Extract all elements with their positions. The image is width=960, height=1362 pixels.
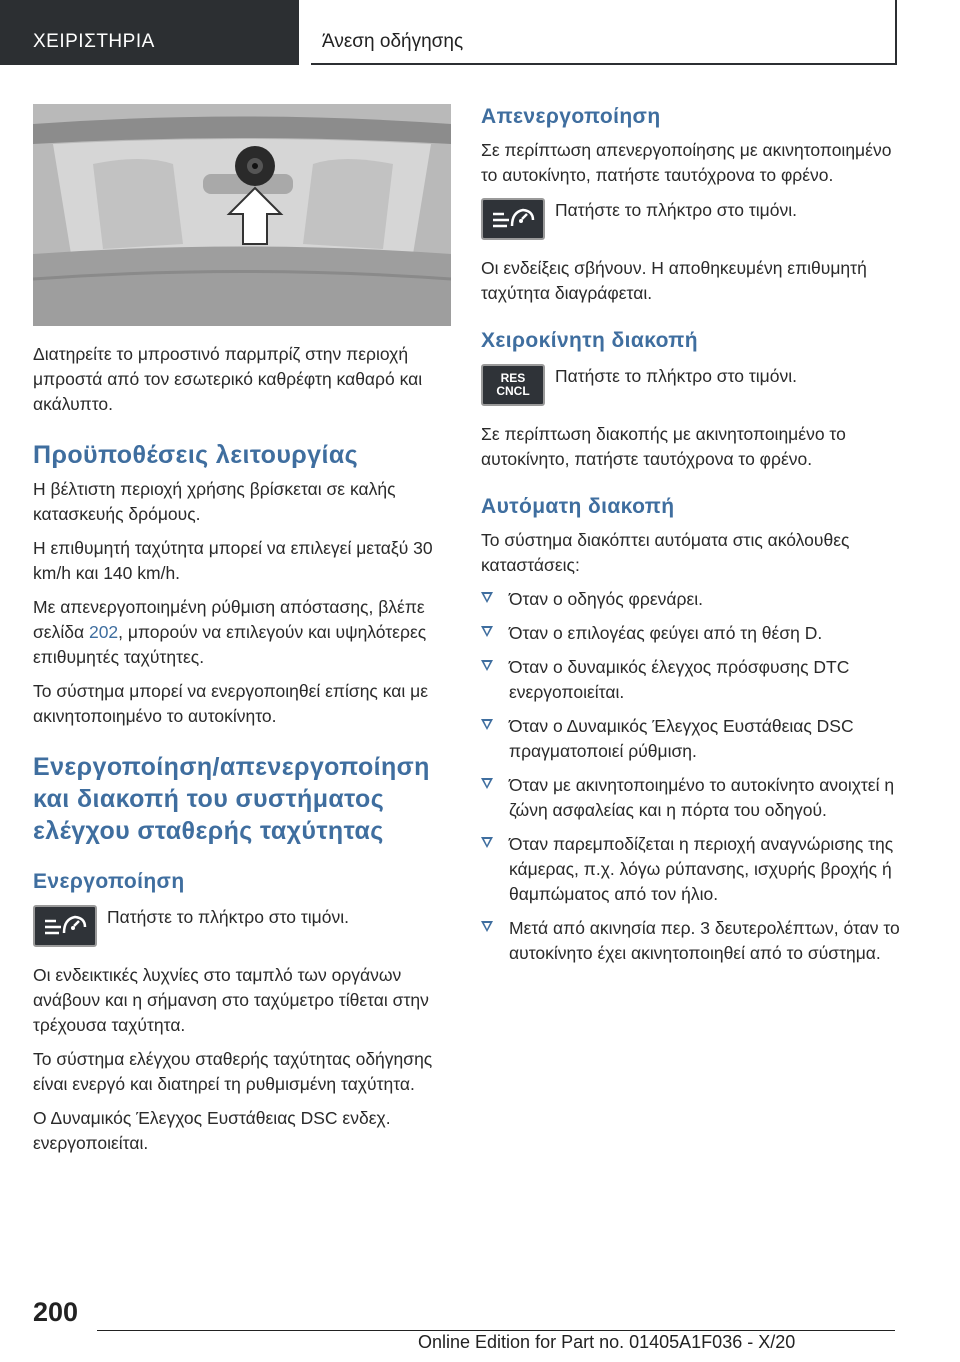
paragraph-manual-interrupt: Σε περίπτωση διακοπής με ακινητοποιημένο το αυτοκίνητο, πατήστε ταυτόχρονα το φρένο.: [481, 424, 846, 469]
heading-prerequisites: Προϋποθέσεις λειτουργίας: [33, 441, 358, 469]
res-cncl-button-icon: [481, 364, 545, 406]
triangle-bullet-icon: [481, 660, 493, 671]
triangle-bullet-icon: [481, 719, 493, 730]
triangle-bullet-icon: [481, 626, 493, 637]
list-item: Όταν παρεμποδίζεται η περιοχή αναγνώρισης της κάμερας, π.χ. λόγω ρύπανσης, ισχυρής βροχής ή θαμπώματος από τον ήλιο.: [481, 832, 901, 907]
windshield-camera-photo: [33, 104, 451, 326]
paragraph-indicator-lights: Οι ενδεικτικές λυχνίες στο ταμπλό των οργάνων ανάβουν και η σήμανση στο ταχύμετρο τίθεται στην τρέχουσα ταχύτητα.: [33, 965, 429, 1035]
paragraph-dsc: Ο Δυναμικός Έλεγχος Ευστάθειας DSC ενδεχ. ενεργοποιείται.: [33, 1108, 391, 1153]
list-item: Όταν ο οδηγός φρενάρει.: [481, 587, 901, 612]
triangle-bullet-icon: [481, 592, 493, 603]
header-chapter-tab: [311, 0, 897, 65]
left-column: [33, 104, 451, 1165]
activation-button-text: Πατήστε το πλήκτρο στο τιμόνι.: [107, 907, 349, 927]
paragraph-indicators-off: Οι ενδείξεις σβήνουν. Η αποθηκευμένη επιθυμητή ταχύτητα διαγράφεται.: [481, 258, 867, 303]
paragraph-distance-setting: Με απενεργοποιημένη ρύθμιση απόστασης, βλέπε σελίδα 202, μπορούν να επιλεγούν και υψηλότερες επιθυμητές ταχύτητες.: [33, 597, 427, 667]
triangle-bullet-icon: [481, 778, 493, 789]
automatic-interrupt-list: [481, 587, 901, 966]
triangle-bullet-icon: [481, 921, 493, 932]
paragraph-automatic-interrupt: Το σύστημα διακόπτει αυτόματα στις ακόλουθες καταστάσεις:: [481, 530, 850, 575]
cruise-control-button-icon: [33, 905, 97, 947]
list-item: Όταν ο επιλογέας φεύγει από τη θέση D.: [481, 621, 901, 646]
list-item: Όταν ο δυναμικός έλεγχος πρόσφυσης DTC ενεργοποιείται.: [481, 655, 901, 705]
page-link-202[interactable]: 202: [88, 622, 119, 642]
heading-manual-interrupt: Χειροκίνητη διακοπή: [481, 329, 698, 352]
header-section-tab: [0, 0, 299, 65]
page-number: 200: [33, 1297, 79, 1327]
cruise-control-button-icon: [481, 198, 545, 240]
right-column: [481, 104, 901, 975]
header-chapter-title: Άνεση οδήγησης: [322, 31, 464, 52]
heading-activation: Ενεργοποίηση: [33, 870, 185, 893]
heading-automatic-interrupt: Αυτόματη διακοπή: [481, 495, 675, 518]
cncl-label: CNCL: [496, 384, 530, 398]
paragraph-standstill: Το σύστημα μπορεί να ενεργοποιηθεί επίσης και με ακινητοποιημένο το αυτοκίνητο.: [33, 681, 429, 726]
triangle-bullet-icon: [481, 837, 493, 848]
res-cncl-button-row: [481, 364, 901, 406]
res-label: RES: [500, 371, 526, 385]
header-section-title: ΧΕΙΡΙΣΤΗΡΙΑ: [33, 31, 155, 52]
list-item: Μετά από ακινησία περ. 3 δευτερολέπτων, όταν το αυτοκίνητο έχει ακινητοποιηθεί από το σύστημα.: [481, 916, 901, 966]
heading-activate-deactivate: Ενεργοποίηση/απενεργοποίηση και διακοπή του συστήματος ελέγχου σταθερής ταχύτητας: [33, 753, 430, 845]
windshield-camera-illustration: [33, 104, 451, 326]
list-item: Όταν ο Δυναμικός Έλεγχος Ευστάθειας DSC πραγματοποιεί ρύθμιση.: [481, 714, 901, 764]
heading-deactivation: Απενεργοποίηση: [481, 105, 661, 128]
photo-caption: Διατηρείτε το μπροστινό παρμπρίζ στην περιοχή μπροστά από τον εσωτερικό καθρέφτη καθαρό και ακάλυπτο.: [33, 344, 423, 414]
footer-divider: [97, 1330, 895, 1331]
deactivation-button-text: Πατήστε το πλήκτρο στο τιμόνι.: [555, 200, 797, 220]
res-button-text: Πατήστε το πλήκτρο στο τιμόνι.: [555, 366, 797, 386]
paragraph-optimal-range: Η βέλτιστη περιοχή χρήσης βρίσκεται σε καλής κατασκευής δρόμους.: [33, 479, 396, 524]
paragraph-deactivation: Σε περίπτωση απενεργοποίησης με ακινητοποιημένο το αυτοκίνητο, πατήστε ταυτόχρονα το φρένο.: [481, 140, 892, 185]
list-item: Όταν με ακινητοποιημένο το αυτοκίνητο ανοιχτεί η ζώνη ασφαλείας και η πόρτα του οδηγού.: [481, 773, 901, 823]
paragraph-speed-range: Η επιθυμητή ταχύτητα μπορεί να επιλεγεί μεταξύ 30 km/h και 140 km/h.: [33, 538, 433, 583]
activation-button-row: [33, 905, 451, 947]
paragraph-system-active: Το σύστημα ελέγχου σταθερής ταχύτητας οδήγησης είναι ενεργό και διατηρεί τη ρυθμισμένη ταχύτητα.: [33, 1049, 433, 1094]
footer-edition: Online Edition for Part no. 01405A1F036 - X/20: [418, 1332, 796, 1352]
deactivation-button-row: [481, 198, 901, 240]
